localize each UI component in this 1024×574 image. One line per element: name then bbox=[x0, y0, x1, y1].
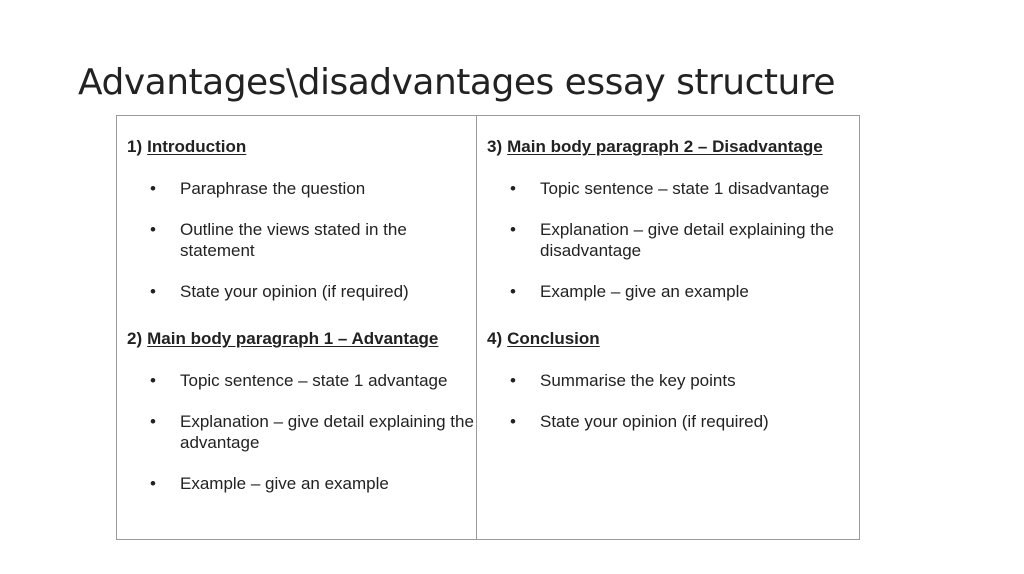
bullet-item: • Explanation – give detail explaining the advantage bbox=[127, 411, 480, 453]
section-title: Main body paragraph 2 – Disadvantage bbox=[507, 137, 823, 156]
section-conclusion bbox=[487, 328, 853, 432]
bullet-item: • Summarise the key points bbox=[487, 370, 870, 391]
bullet-item: • Topic sentence – state 1 disadvantage bbox=[487, 178, 870, 199]
bullet-list bbox=[127, 370, 474, 494]
bullet-list bbox=[487, 370, 853, 432]
bullet-item: • Paraphrase the question bbox=[127, 178, 430, 199]
bullet-list bbox=[127, 178, 470, 302]
section-main-body-2 bbox=[487, 136, 853, 302]
section-heading bbox=[127, 328, 470, 350]
section-number: 3) bbox=[487, 137, 503, 156]
section-title: Conclusion bbox=[507, 329, 600, 348]
bullet-item: • Topic sentence – state 1 advantage bbox=[127, 370, 480, 391]
bullet-item: • State your opinion (if required) bbox=[487, 411, 870, 432]
left-column bbox=[117, 116, 477, 539]
section-title: Main body paragraph 1 – Advantage bbox=[147, 329, 439, 348]
section-main-body-1 bbox=[127, 328, 474, 494]
bullet-item: • Explanation – give detail explaining the disadvantage bbox=[487, 219, 870, 261]
section-title: Introduction bbox=[147, 137, 247, 156]
bullet-item: • Example – give an example bbox=[487, 281, 870, 302]
bullet-list bbox=[487, 178, 853, 302]
section-number: 1) bbox=[127, 137, 143, 156]
section-introduction bbox=[127, 136, 470, 302]
section-heading bbox=[487, 136, 853, 158]
right-column bbox=[477, 116, 859, 539]
bullet-item: • Outline the views stated in the statement bbox=[127, 219, 430, 261]
section-heading bbox=[487, 328, 853, 350]
slide-title: Advantages\disadvantages essay structure bbox=[78, 62, 836, 103]
bullet-item: • Example – give an example bbox=[127, 473, 480, 494]
section-heading bbox=[127, 136, 470, 158]
section-number: 4) bbox=[487, 329, 503, 348]
bullet-item: • State your opinion (if required) bbox=[127, 281, 430, 302]
section-number: 2) bbox=[127, 329, 143, 348]
essay-structure-table bbox=[116, 115, 860, 540]
